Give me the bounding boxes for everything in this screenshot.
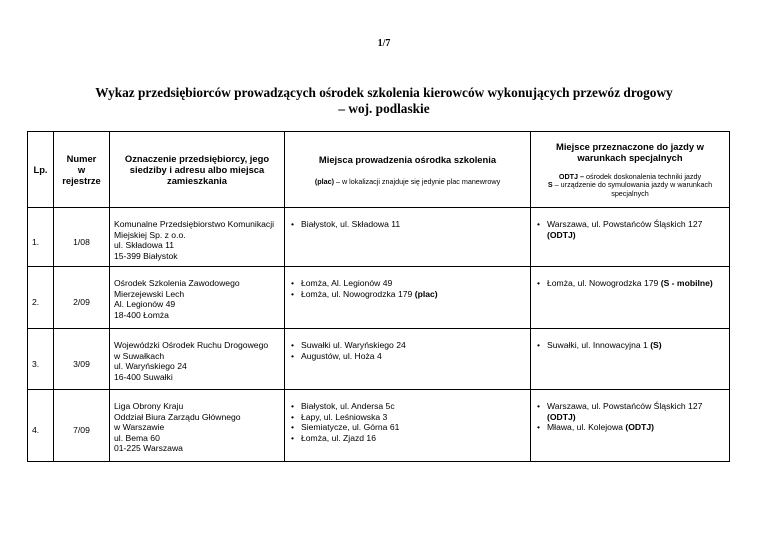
table-row	[28, 329, 730, 390]
row-specjalne	[531, 267, 730, 329]
oznaczenie-line: Komunalne Przedsiębiorstwo Komunikacji	[114, 219, 275, 229]
row-miejsca	[285, 267, 531, 329]
row-numer: 7/09	[54, 390, 110, 462]
s-description: – urządzenie do symulowania jazdy w warunkach specjalnych	[552, 180, 713, 198]
page-number: 1/7	[377, 38, 391, 49]
oznaczenie-line: w Warszawie	[114, 422, 165, 433]
miejsce-item: • Łomża, Al. Legionów 49	[301, 278, 526, 289]
title-line-2: – woj. podlaskie	[338, 101, 430, 116]
row-oznaczenie	[110, 329, 285, 390]
miejsce-item: • Białystok, ul. Andersa 5c	[301, 401, 526, 412]
oznaczenie-line: Al. Legionów 49	[114, 299, 176, 310]
specjalne-tag: (ODTJ)	[625, 422, 654, 433]
row-oznaczenie	[110, 267, 285, 329]
row-miejsca	[285, 329, 531, 390]
header-lp: Lp.	[28, 132, 54, 208]
row-numer: 2/09	[54, 267, 110, 329]
odtj-description: ośrodek doskonalenia techniki jazdy	[584, 171, 702, 181]
oznaczenie-line: Oddział Biura Zarządu Głównego	[114, 411, 241, 422]
row-lp: 4.	[28, 390, 54, 462]
specjalne-item: • Warszawa, ul. Powstańców Śląskich 127 (ODTJ)	[547, 219, 725, 240]
miejsce-tag: (plac)	[414, 288, 438, 299]
oznaczenie-line: 18-400 Łomża	[114, 309, 169, 320]
header-numer-line-1: Numer	[66, 153, 97, 164]
specjalne-tag: (ODTJ)	[547, 229, 576, 240]
oznaczenie-line: 16-400 Suwałki	[114, 371, 173, 382]
oznaczenie-line: 15-399 Białystok	[114, 250, 178, 261]
title-line-1: Wykaz przedsiębiorców prowadzących ośrodek szkolenia kierowców wykonujących przewóz drogowy	[95, 85, 673, 100]
row-specjalne	[531, 329, 730, 390]
oznaczenie-line: Liga Obrony Kraju	[114, 401, 184, 411]
table-row	[28, 267, 730, 329]
header-numer-line-2: w	[77, 164, 86, 175]
miejsce-item: • Łomża, ul. Nowogrodzka 179 (plac)	[301, 289, 526, 300]
specjalne-tag: (S)	[650, 340, 662, 350]
row-oznaczenie	[110, 208, 285, 267]
plac-label: (plac)	[314, 176, 334, 186]
odtj-label: ODTJ –	[558, 171, 585, 181]
header-numer-line-3: rejestrze	[62, 175, 101, 186]
row-specjalne	[531, 208, 730, 267]
oznaczenie-line: Ośrodek Szkolenia Zawodowego	[114, 278, 240, 288]
oznaczenie-line: Wojewódzki Ośrodek Ruchu Drogowego	[114, 340, 269, 350]
header-numer	[54, 132, 110, 208]
row-lp: 3.	[28, 329, 54, 390]
oznaczenie-line: Miejskiej Sp. z o.o.	[114, 229, 186, 240]
row-oznaczenie	[110, 390, 285, 462]
oznaczenie-line: 01-225 Warszawa	[114, 443, 183, 454]
row-specjalne	[531, 390, 730, 462]
oznaczenie-line: ul. Składowa 11	[114, 240, 175, 251]
header-miejsca	[285, 132, 531, 208]
row-miejsca	[285, 390, 531, 462]
row-numer: 3/09	[54, 329, 110, 390]
specjalne-item: • Warszawa, ul. Powstańców Śląskich 127 (ODTJ)	[547, 401, 725, 422]
specjalne-tag: (ODTJ)	[547, 411, 576, 422]
header-miejsca-title: Miejsca prowadzenia ośrodka szkolenia	[318, 153, 497, 165]
miejsce-item: • Siemiatycze, ul. Górna 61	[301, 422, 526, 433]
row-lp: 2.	[28, 267, 54, 329]
table-row	[28, 208, 730, 267]
miejsce-item: • Łapy, ul. Leśniowska 3	[301, 412, 526, 423]
registry-table	[27, 131, 730, 462]
oznaczenie-line: Mierzejewski Lech	[114, 288, 185, 299]
table-header-row	[28, 132, 730, 208]
specjalne-tag: (S - mobilne)	[660, 278, 713, 288]
row-miejsca	[285, 208, 531, 267]
s-label: S	[547, 180, 553, 190]
oznaczenie-line: ul. Waryńskiego 24	[114, 361, 187, 372]
header-specjalne-note	[535, 173, 725, 199]
oznaczenie-line: w Suwałkach	[114, 350, 165, 361]
miejsce-item: • Suwałki ul. Waryńskiego 24	[301, 340, 526, 351]
specjalne-item: • Suwałki, ul. Innowacyjna 1 (S)	[547, 340, 725, 351]
specjalne-item: • Łomża, ul. Nowogrodzka 179 (S - mobilne)	[547, 278, 725, 289]
row-numer: 1/08	[54, 208, 110, 267]
miejsce-item: • Augustów, ul. Hoża 4	[301, 351, 526, 362]
miejsce-item: • Białystok, ul. Składowa 11	[301, 219, 526, 230]
header-miejsca-note	[289, 177, 526, 186]
header-specjalne-title: Miejsce przeznaczone do jazdy w warunkach specjalnych	[556, 140, 704, 163]
miejsce-item: • Łomża, ul. Zjazd 16	[301, 433, 526, 444]
header-specjalne	[531, 132, 730, 208]
document-title	[60, 85, 708, 117]
plac-description: – w lokalizacji znajduje się jedynie plac manewrowy	[333, 176, 501, 186]
specjalne-item: • Mława, ul. Kolejowa (ODTJ)	[547, 422, 725, 433]
oznaczenie-line: ul. Bema 60	[114, 432, 160, 443]
header-oznaczenie: Oznaczenie przedsiębiorcy, jego siedziby i adresu albo miejsca zamieszkania	[110, 132, 285, 208]
table-row	[28, 390, 730, 462]
row-lp: 1.	[28, 208, 54, 267]
